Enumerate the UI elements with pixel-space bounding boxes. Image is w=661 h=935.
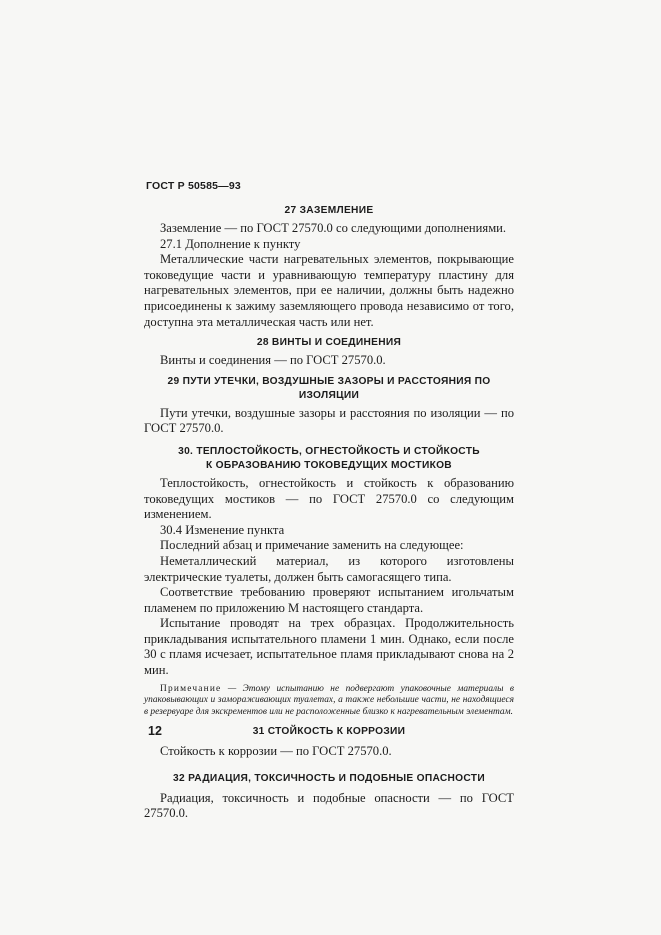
- section-32-heading: 32 РАДИАЦИЯ, ТОКСИЧНОСТЬ И ПОДОБНЫЕ ОПАСНОСТИ: [173, 772, 485, 784]
- section-30-4-title: 30.4 Изменение пункта: [160, 522, 285, 537]
- note-text: — Этому испытанию не подвергают упаковочные материалы в упаковывающих и замораживающих туалетах, а также небольшие части, не находящиеся в резервуаре для экскрементов или не расположенные близко к нагревательным элементам.: [144, 683, 514, 718]
- section-31-heading: 31 СТОЙКОСТЬ К КОРРОЗИИ: [252, 726, 406, 738]
- section-30-note: [144, 684, 514, 719]
- section-27-body: Металлические части нагревательных элементов, покрывающие токоведущие части и уравнивающую температуру пластину для нагревательных элементов, при ее наличии, должны быть надежно присоединены к зажиму заземляющего провода независимо от того, доступна эта металлическая часть или нет.: [144, 252, 514, 329]
- section-29-body: Пути утечки, воздушные зазоры и расстояния по изоляции — по ГОСТ 27570.0.: [144, 405, 514, 436]
- section-29-heading: 29 ПУТИ УТЕЧКИ, ВОЗДУШНЫЕ ЗАЗОРЫ И РАССТОЯНИЯ ПО ИЗОЛЯЦИИ: [167, 375, 491, 401]
- section-30-replace: Последний абзац и примечание заменить на следующее:: [160, 538, 464, 553]
- page-number: 12: [148, 724, 162, 738]
- section-31-body: Стойкость к коррозии — по ГОСТ 27570.0.: [160, 744, 392, 759]
- section-27-heading: 27 ЗАЗЕМЛЕНИЕ: [284, 205, 374, 216]
- section-30-compliance: Соответствие требованию проверяют испытанием игольчатым пламенем по приложению М настоящего стандарта.: [144, 585, 514, 615]
- section-27-intro: Заземление — по ГОСТ 27570.0 со следующими дополнениями.: [160, 221, 507, 235]
- section-30-heading: 30. ТЕПЛОСТОЙКОСТЬ, ОГНЕСТОЙКОСТЬ И СТОЙКОСТЬ К ОБРАЗОВАНИЮ ТОКОВЕДУЩИХ МОСТИКОВ: [178, 445, 480, 471]
- section-28-heading: 28 ВИНТЫ И СОЕДИНЕНИЯ: [256, 337, 402, 349]
- section-30-material: Неметаллический материал, из которого изготовлены электрические туалеты, должен быть самогасящего типа.: [144, 553, 514, 584]
- section-27-1-title: 27.1 Дополнение к пункту: [160, 236, 301, 251]
- document-body: [144, 204, 514, 822]
- section-30-body: Теплостойкость, огнестойкость и стойкость к образованию токоведущих мостиков — по ГОСТ 27570.0 со следующим изменением.: [144, 475, 514, 522]
- note-label: Примечание: [160, 683, 222, 694]
- section-28-body: Винты и соединения — по ГОСТ 27570.0.: [160, 353, 386, 368]
- document-code: ГОСТ Р 50585—93: [146, 180, 241, 192]
- section-30-test: Испытание проводят на трех образцах. Продолжительность прикладывания испытательного пламени 1 мин. Однако, если после 30 с пламя исчезает, испытательное пламя прикладывают снова на 2 мин.: [144, 616, 514, 678]
- section-32-body: Радиация, токсичность и подобные опасности — по ГОСТ 27570.0.: [144, 790, 514, 821]
